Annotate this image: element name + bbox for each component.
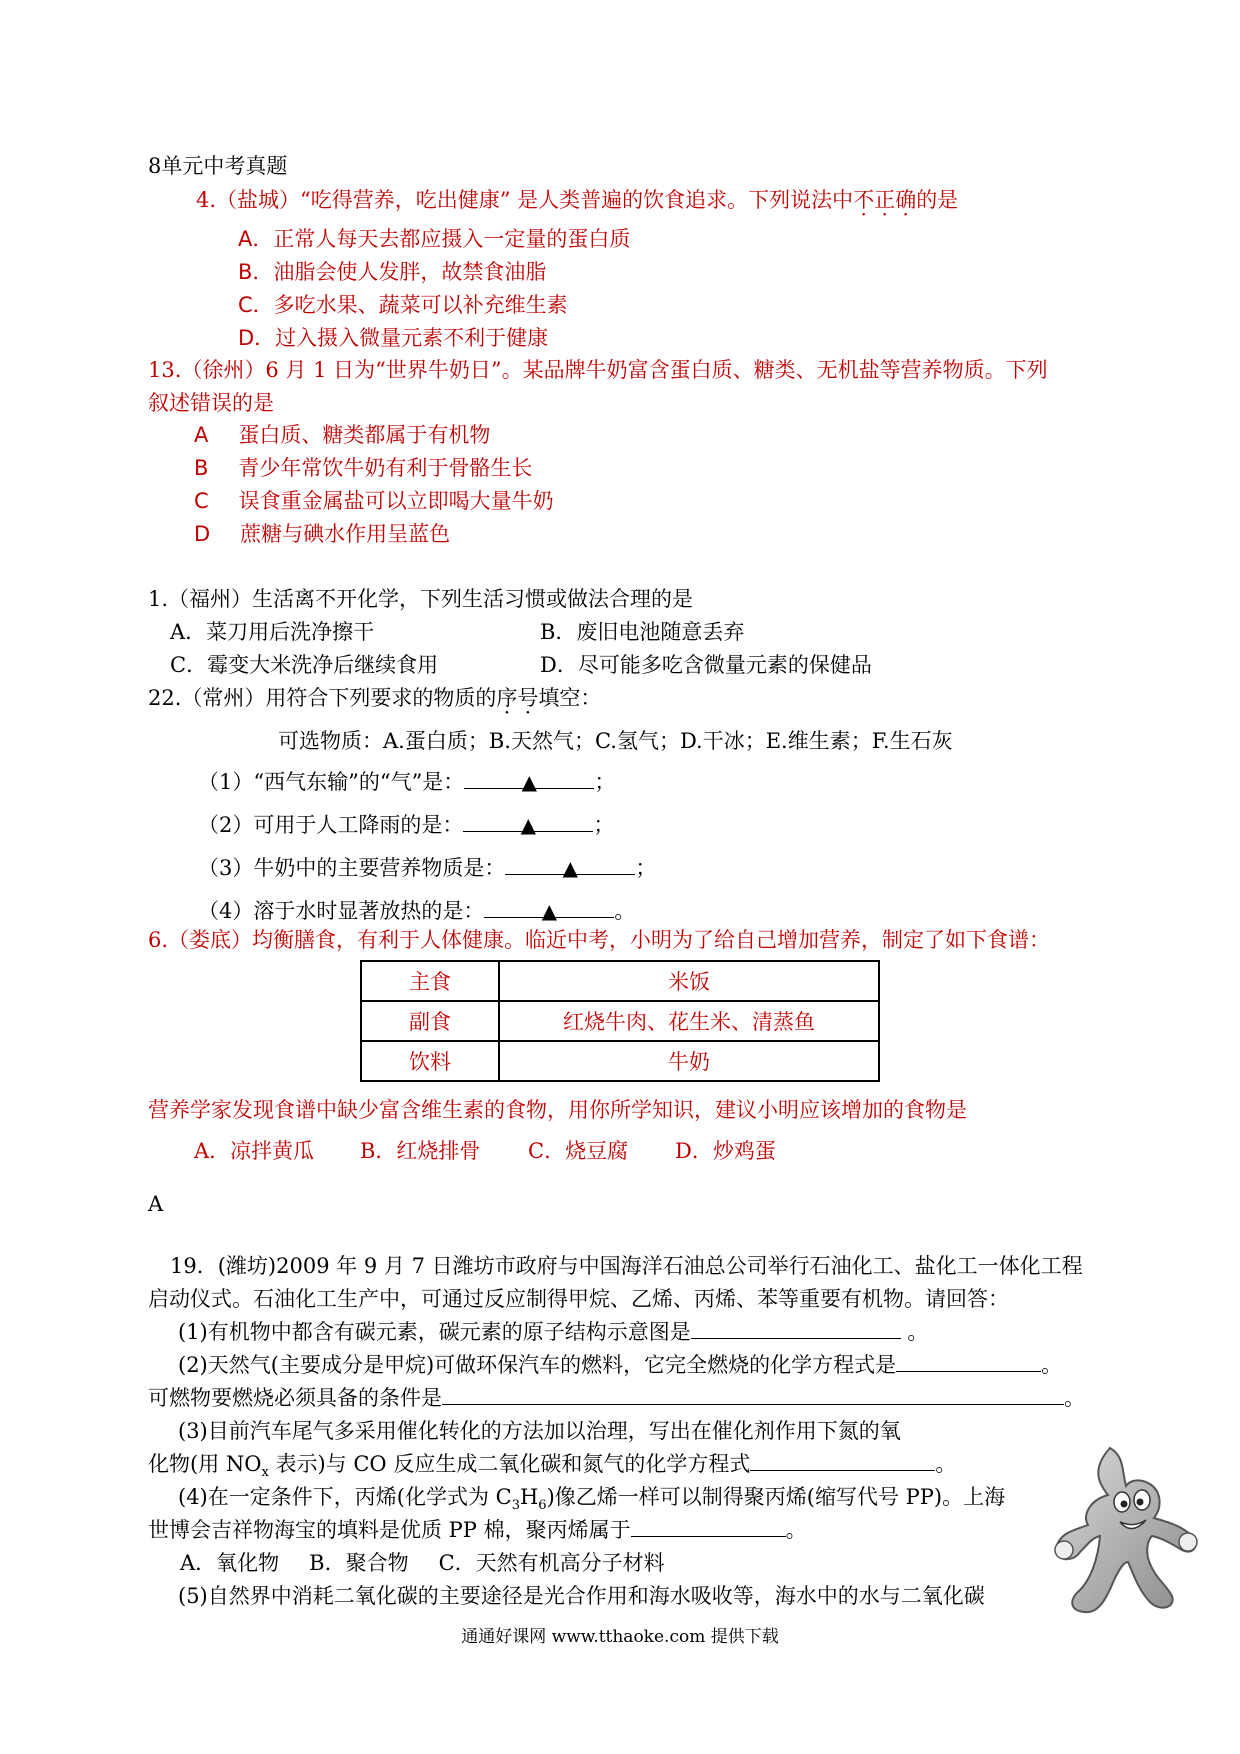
q19-part4-text-mid: H — [519, 1485, 539, 1509]
q22-item-end: ； — [593, 813, 615, 837]
q22-item-4 — [198, 897, 635, 925]
emphasis-char: 不 — [853, 188, 875, 212]
q6-stem: 6.（娄底）均衡膳食，有利于人体健康。临近中考，小明为了给自己增加营养，制定了如下食谱： — [148, 928, 1051, 952]
q22-stem-text: 22.（常州）用符合下列要求的物质的 — [148, 686, 497, 710]
q19-part3-line2: 化物(用 $NO_x$ 表示)与 CO 反应生成二氧化碳和氮气的化学方程式 。 — [148, 1452, 957, 1481]
q19-part2-condition: 可燃物要燃烧必须具备的条件是 。 — [148, 1386, 1085, 1410]
q13-option-letter: C — [194, 489, 209, 513]
subscript: 3 — [511, 1498, 520, 1514]
q19-blank-1[interactable] — [691, 1318, 901, 1339]
q19-blank-4[interactable] — [750, 1450, 935, 1471]
q19-blank-5[interactable] — [631, 1516, 786, 1537]
meal-category: 主食 — [361, 961, 499, 1001]
q22-item-1 — [198, 768, 615, 796]
q22-item-text: （1）“西气东输”的“气”是： — [198, 770, 465, 794]
q6-option-b: B．红烧排骨 — [360, 1139, 481, 1163]
q22-item-text: （4）溶于水时显著放热的是： — [198, 899, 485, 923]
q4-stem — [196, 186, 958, 214]
q19-part2: (2)天然气(主要成分是甲烷)可做环保汽车的燃料，它完全燃烧的化学方程式是 。 — [178, 1353, 1063, 1377]
q22-item-3 — [198, 854, 656, 882]
q6-option-c: C．烧豆腐 — [528, 1139, 629, 1163]
q1-option-c: C．霉变大米洗净后继续食用 — [170, 653, 439, 677]
subscript: x — [261, 1465, 269, 1481]
q19-part4b-text: 世博会吉祥物海宝的填料是优质 PP 棉，聚丙烯属于 — [148, 1518, 631, 1542]
q1-stem: 1.（福州）生活离不开化学，下列生活习惯或做法合理的是 — [148, 587, 694, 611]
meal-category: 饮料 — [361, 1041, 499, 1081]
q19-option-b: B．聚合物 — [309, 1551, 409, 1575]
q19-part4-text: (4)在一定条件下，丙烯(化学式为 C — [178, 1485, 512, 1509]
meal-table — [360, 960, 880, 1082]
q13-option-letter: B — [194, 456, 209, 480]
q4-stem-end: 的是 — [916, 188, 959, 212]
q13-option-text: 青少年常饮牛奶有利于骨骼生长 — [238, 456, 533, 480]
q22-item-2 — [198, 811, 614, 839]
q19-part4-line2: 世博会吉祥物海宝的填料是优质 PP 棉，聚丙烯属于 。 — [148, 1518, 807, 1542]
subscript: 6 — [538, 1498, 547, 1514]
q4-option-d: D．过入摄入微量元素不利于健康 — [238, 326, 549, 350]
q4-option-a: A．正常人每天去都应摄入一定量的蛋白质 — [238, 227, 631, 251]
emphasis-char: 序 — [496, 686, 518, 710]
q19-part2b-text: 可燃物要燃烧必须具备的条件是 — [148, 1386, 442, 1410]
q19-part4-line1 — [178, 1483, 1005, 1520]
q19-part4-options — [180, 1549, 665, 1577]
q19-blank-3[interactable] — [442, 1384, 1064, 1405]
q22-item-end: ； — [594, 770, 616, 794]
q13-option-c — [194, 487, 554, 515]
q13-option-text: 误食重金属盐可以立即喝大量牛奶 — [238, 489, 554, 513]
q13-option-text: 蛋白质、糖类都属于有机物 — [238, 423, 491, 447]
q19-part3-text-end: 表示)与 CO 反应生成二氧化碳和氮气的化学方程式 — [268, 1452, 751, 1476]
q22-materials: 可选物质：A.蛋白质；B.天然气；C.氢气；D.干冰；E.维生素；F.生石灰 — [278, 729, 953, 753]
q6-answer: A — [148, 1192, 164, 1216]
q4-stem-text: 4.（盐城）“吃得营养，吃出健康” 是人类普遍的饮食追求。下列说法中 — [196, 188, 854, 212]
emphasis-char: 正 — [874, 188, 896, 212]
q1-option-d: D．尽可能多吃含微量元素的保健品 — [540, 653, 872, 677]
page-footer: 通通好课网 www.tthaoke.com 提供下载 — [461, 1627, 779, 1647]
q1-option-a: A．菜刀用后洗净擦干 — [170, 620, 375, 644]
triangle-marker-icon: ▲ — [541, 899, 558, 923]
haibao-mascot-icon — [1050, 1440, 1200, 1620]
q6-option-d: D．炒鸡蛋 — [675, 1139, 776, 1163]
q22-answer-blank-1[interactable] — [464, 768, 594, 794]
unit-title: 8单元中考真题 — [148, 154, 288, 178]
q13-option-d — [194, 520, 450, 548]
triangle-marker-icon: ▲ — [520, 813, 537, 837]
q13-stem-line1: 13.（徐州）6 月 1 日为“世界牛奶日”。某品牌牛奶富含蛋白质、糖类、无机盐等营养物质。下列 — [148, 358, 1048, 382]
q13-option-letter: D — [194, 522, 211, 546]
q19-part3-text: 化物(用 NO — [148, 1452, 262, 1476]
triangle-marker-icon: ▲ — [562, 856, 579, 880]
q13-option-b — [194, 454, 532, 482]
q13-stem-line2: 叙述错误的是 — [148, 391, 274, 415]
q19-blank-2[interactable] — [896, 1351, 1041, 1372]
q19-stem-line1: 19．(潍坊)2009 年 9 月 7 日潍坊市政府与中国海洋石油总公司举行石油化工、盐化工一体化工程 — [170, 1254, 1083, 1278]
q22-item-end: ； — [635, 856, 657, 880]
meal-category: 副食 — [361, 1001, 499, 1041]
emphasis-char: 号 — [517, 686, 539, 710]
q19-part4-text-end: )像乙烯一样可以制得聚丙烯(缩写代号 PP)。上海 — [546, 1485, 1006, 1509]
q19-option-a: A．氧化物 — [180, 1551, 280, 1575]
q6-followup: 营养学家发现食谱中缺少富含维生素的食物，用你所学知识，建议小明应该增加的食物是 — [148, 1098, 967, 1122]
q1-option-b: B．废旧电池随意丢弃 — [540, 620, 745, 644]
q22-answer-blank-4[interactable] — [484, 897, 614, 923]
q22-emphasis — [496, 686, 538, 710]
q13-option-text: 蔗糖与碘水作用呈蓝色 — [240, 522, 451, 546]
q19-part1-text: (1)有机物中都含有碳元素，碳元素的原子结构示意图是 — [178, 1320, 691, 1344]
table-row — [361, 1041, 879, 1081]
table-row — [361, 961, 879, 1001]
meal-items: 米饭 — [499, 961, 879, 1001]
q22-item-end: 。 — [614, 899, 636, 923]
q22-answer-blank-3[interactable] — [505, 854, 635, 880]
q19-part3-line1: (3)目前汽车尾气多采用催化转化的方法加以治理，写出在催化剂作用下氮的氧 — [178, 1419, 901, 1443]
q6-option-a: A．凉拌黄瓜 — [194, 1139, 315, 1163]
q4-emphasis — [853, 188, 916, 212]
triangle-marker-icon: ▲ — [521, 770, 537, 794]
meal-items: 红烧牛肉、花生米、清蒸鱼 — [499, 1001, 879, 1041]
table-row — [361, 1001, 879, 1041]
emphasis-char: 确 — [895, 188, 917, 212]
q13-option-a — [194, 421, 490, 449]
q22-stem — [148, 684, 601, 712]
q22-answer-blank-2[interactable] — [463, 811, 593, 837]
q13-option-letter: A — [194, 423, 209, 447]
q22-item-text: （3）牛奶中的主要营养物质是： — [198, 856, 506, 880]
q19-stem-line2: 启动仪式。石油化工生产中，可通过反应制得甲烷、乙烯、丙烯、苯等重要有机物。请回答： — [148, 1287, 1009, 1311]
q22-stem-end: 填空： — [538, 686, 602, 710]
q19-part5: (5)自然界中消耗二氧化碳的主要途径是光合作用和海水吸收等，海水中的水与二氧化碳 — [178, 1584, 985, 1608]
q19-option-c: C．天然有机高分子材料 — [438, 1551, 665, 1575]
q4-option-b: B．油脂会使人发胖，故禁食油脂 — [238, 260, 547, 284]
q19-part1: (1)有机物中都含有碳元素，碳元素的原子结构示意图是 。 — [178, 1320, 929, 1344]
q19-part2-text: (2)天然气(主要成分是甲烷)可做环保汽车的燃料，它完全燃烧的化学方程式是 — [178, 1353, 897, 1377]
q22-item-text: （2）可用于人工降雨的是： — [198, 813, 464, 837]
meal-items: 牛奶 — [499, 1041, 879, 1081]
q4-option-c: C．多吃水果、蔬菜可以补充维生素 — [238, 293, 568, 317]
